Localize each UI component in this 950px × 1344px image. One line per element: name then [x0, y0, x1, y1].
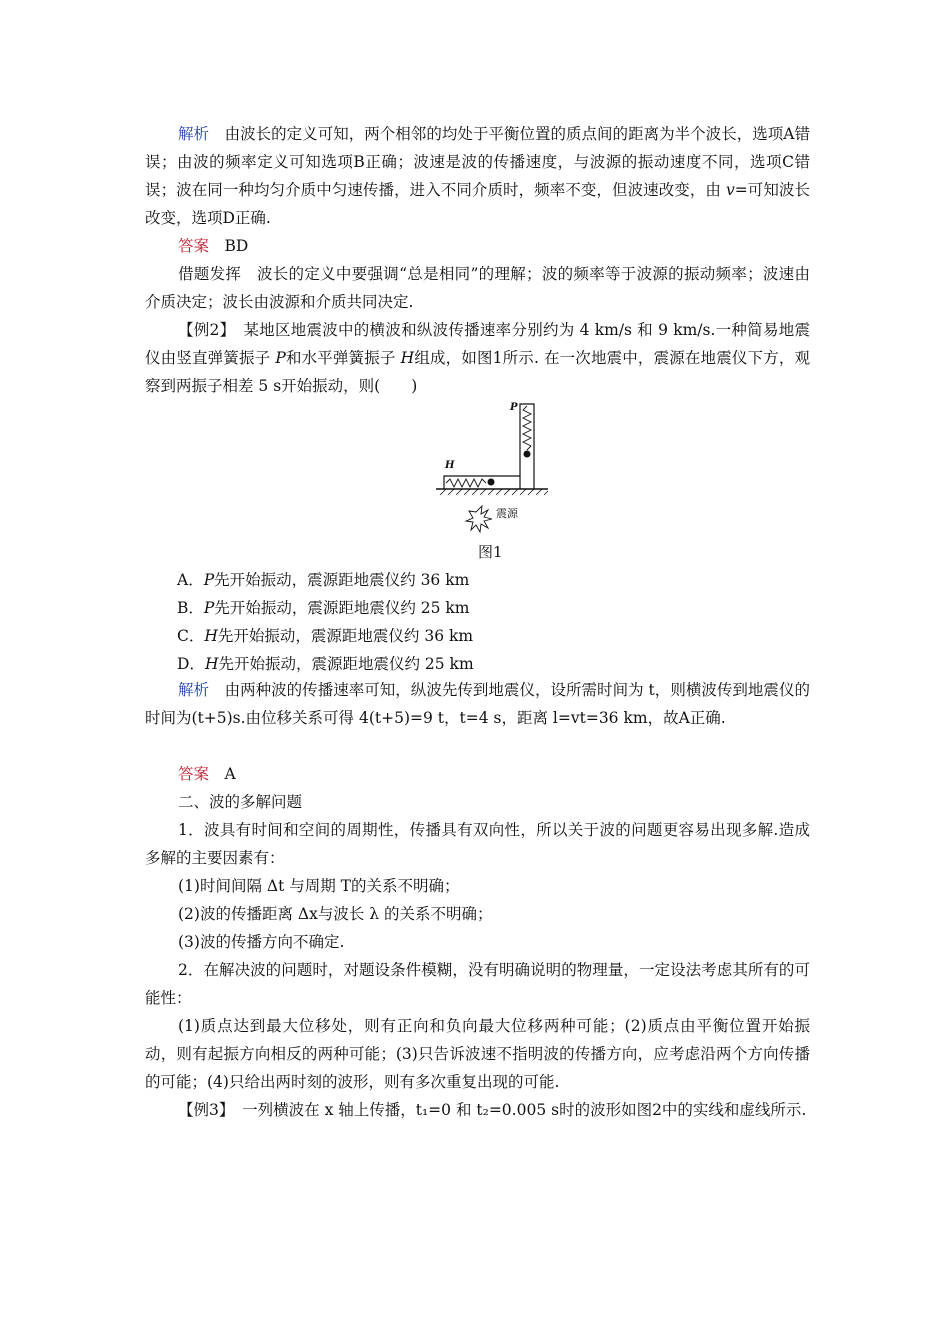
example-label: 【例2】	[178, 321, 228, 339]
point-2: 2．在解决波的问题时，对题设条件模糊，没有明确说明的物理量，一定设法考虑其所有的可能性：	[145, 961, 810, 1007]
figure-caption: 图1	[478, 543, 503, 561]
answer-label: 答案	[178, 237, 210, 255]
analysis-label: 解析	[178, 681, 210, 699]
analysis-1: 解析 由波长的定义可知，两个相邻的均处于平衡位置的质点间的距离为半个波长，选项A错误；由波的频率定义可知选项B正确；波速是波的传播速度，与波源的振动速度不同，选项C错误；波在同一种均匀介质中匀速传播，进入不同介质时，频率不变，但波速改变，由 v=可知波长改变，选项D正确.	[145, 125, 810, 227]
point-1: 1．波具有时间和空间的周期性，传播具有双向性，所以关于波的问题更容易出现多解.造成多解的主要因素有：	[145, 821, 810, 867]
source-label: 震源	[496, 507, 518, 520]
extension-note: 借题发挥 波长的定义中要强调“总是相同”的理解；波的频率等于波源的振动频率；波速由介质决定；波长由波源和介质共同决定.	[145, 265, 810, 311]
answer-2: 答案 A	[178, 765, 236, 783]
point-1-item-2: (2)波的传播距离 Δx与波长 λ 的关系不明确；	[178, 905, 493, 923]
seismograph-figure	[436, 400, 556, 540]
option-c: C．H先开始振动，震源距地震仪约 36 km	[177, 627, 474, 645]
analysis-label: 解析	[178, 125, 210, 143]
label-h: H	[445, 460, 455, 471]
point-2-detail: (1)质点达到最大位移处，则有正向和负向最大位移两种可能；(2)质点由平衡位置开始振动，则有起振方向相反的两种可能；(3)只告诉波速不指明波的传播方向，应考虑沿两个方向传播的可能；(4)只给出两时刻的波形，则有多次重复出现的可能.	[145, 1017, 810, 1091]
answer-1: 答案 BD	[178, 237, 249, 255]
example-label: 【例3】	[178, 1101, 227, 1119]
option-b: B．P先开始振动，震源距地震仪约 25 km	[177, 599, 470, 617]
epicenter-icon	[466, 506, 492, 532]
example-2-question: 【例2】 某地区地震波中的横波和纵波传播速率分别约为 4 km/s 和 9 km/s.一种简易地震仪由竖直弹簧振子 P和水平弹簧振子 H组成，如图1所示. 在一次地震中，震源在地震仪下方，观察到两振子相差 5 s开始振动，则( )	[145, 321, 811, 395]
option-d: D．H先开始振动，震源距地震仪约 25 km	[177, 655, 474, 673]
point-1-item-3: (3)波的传播方向不确定.	[178, 933, 345, 951]
analysis-2: 解析 由两种波的传播速率可知，纵波先传到地震仪，设所需时间为 t，则横波传到地震仪的时间为(t+5)s.由位移关系可得 4(t+5)=9 t，t=4 s，距离 l=vt=36 km，故A正确.	[145, 681, 810, 727]
option-a: A．P先开始振动，震源距地震仪约 36 km	[177, 571, 470, 589]
answer-label: 答案	[178, 765, 210, 783]
label-p: P	[510, 402, 518, 413]
point-1-item-1: (1)时间间隔 Δt 与周期 T的关系不明确；	[178, 877, 460, 895]
example-3-question: 【例3】 一列横波在 x 轴上传播，t₁=0 和 t₂=0.005 s时的波形如图2中的实线和虚线所示.	[178, 1101, 807, 1119]
section-heading: 二、波的多解问题	[178, 793, 303, 811]
